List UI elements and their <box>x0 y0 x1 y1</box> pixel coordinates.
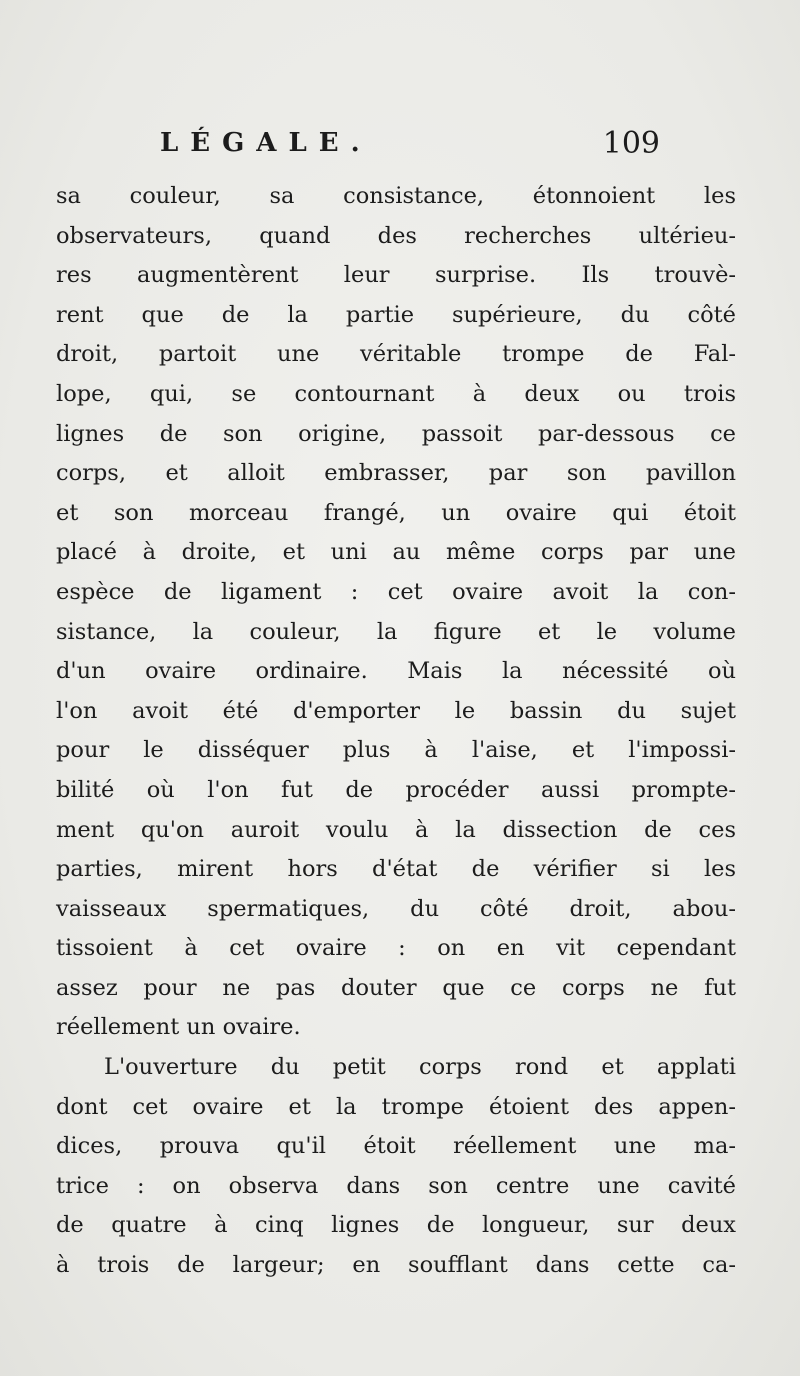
body-text <box>56 177 736 1286</box>
text-line: d'un ovaire ordinaire. Mais la nécessité où <box>56 658 736 685</box>
text-line: placé à droite, et uni au même corps par une <box>56 539 736 566</box>
text-line: tissoient à cet ovaire : on en vit cependant <box>56 935 736 962</box>
text-line: à trois de largeur; en soufflant dans cette ca- <box>56 1252 736 1279</box>
text-line: trice : on observa dans son centre une cavité <box>56 1172 736 1199</box>
text-line: bilité où l'on fut de procéder aussi prompte- <box>56 776 736 803</box>
text-line: sistance, la couleur, la figure et le volume <box>56 618 736 645</box>
paragraph-end-line: réellement un ovaire. <box>56 1014 301 1041</box>
text-line: droit, partoit une véritable trompe de Fal- <box>56 341 736 368</box>
text-line: rent que de la partie supérieure, du côté <box>56 301 736 328</box>
page-number: 109 <box>602 126 660 161</box>
paragraph-start-line: L'ouverture du petit corps rond et applati <box>104 1054 736 1081</box>
text-line: parties, mirent hors d'état de vérifier si les <box>56 856 736 883</box>
text-line: espèce de ligament : cet ovaire avoit la con- <box>56 578 736 605</box>
text-line: assez pour ne pas douter que ce corps ne fut <box>56 974 736 1001</box>
text-line: dices, prouva qu'il étoit réellement une ma- <box>56 1133 736 1160</box>
text-line: sa couleur, sa consistance, étonnoient les <box>56 183 736 209</box>
text-line: res augmentèrent leur surprise. Ils trouvè- <box>56 262 736 289</box>
text-line: lignes de son origine, passoit par-dessous ce <box>56 420 736 447</box>
text-line: l'on avoit été d'emporter le bassin du sujet <box>56 697 736 724</box>
text-line: corps, et alloit embrasser, par son pavillon <box>56 460 736 487</box>
text-line: lope, qui, se contournant à deux ou trois <box>56 380 736 407</box>
text-line: vaisseaux spermatiques, du côté droit, abou- <box>56 895 736 922</box>
page-header <box>160 128 660 168</box>
text-line: ment qu'on auroit voulu à la dissection de ces <box>56 816 736 843</box>
text-line: observateurs, quand des recherches ultérieu- <box>56 222 736 249</box>
running-head: LÉGALE. <box>160 128 372 158</box>
text-line: pour le disséquer plus à l'aise, et l'impossi- <box>56 737 736 764</box>
text-line: et son morceau frangé, un ovaire qui étoit <box>56 499 736 526</box>
text-line: dont cet ovaire et la trompe étoient des appen- <box>56 1093 736 1120</box>
text-line: de quatre à cinq lignes de longueur, sur deux <box>56 1212 736 1239</box>
